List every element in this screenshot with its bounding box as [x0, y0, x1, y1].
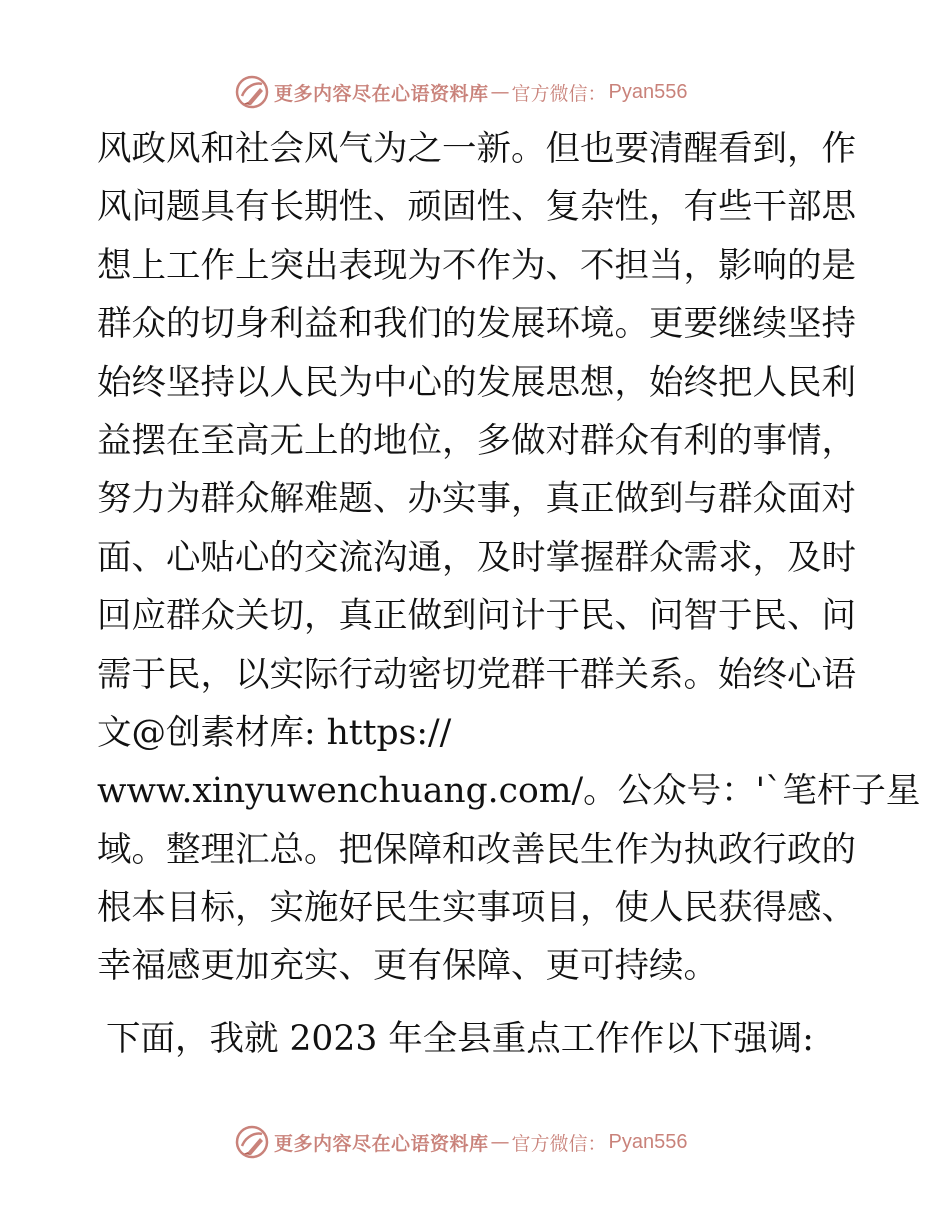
watermark-text: 更多内容尽在心语资料库: [274, 82, 489, 105]
watermark-wechat-id: Pyan556: [608, 1130, 688, 1153]
text-line: www.xinyuwenchuang.com/。公众号：'`笔杆子星: [97, 771, 921, 812]
watermark-text: 更多内容尽在心语资料库: [274, 1132, 489, 1155]
watermark-wechat-id: Pyan556: [608, 80, 688, 103]
body-paragraph: [97, 120, 921, 996]
text-line: 根本目标，实施好民生实事项目，使人民获得感、: [97, 888, 856, 929]
section-intro-heading: 下面，我就 2023 年全县重点工作作以下强调:: [106, 1019, 814, 1059]
watermark-separator: —: [490, 81, 510, 103]
pen-logo-icon: [234, 74, 270, 110]
watermark-wechat-label: 官方微信：: [511, 1132, 607, 1155]
text-line: 幸福感更加充实、更有保障、更可持续。: [97, 946, 718, 987]
text-line: 想上工作上突出表现为不作为、不担当，影响的是: [97, 245, 856, 286]
watermark-separator: —: [490, 1131, 510, 1153]
text-line: 域。整理汇总。把保障和改善民生作为执政行政的: [97, 829, 856, 870]
text-line: 回应群众关切，真正做到问计于民、问智于民、问: [97, 596, 856, 637]
watermark-wechat-label: 官方微信：: [511, 82, 607, 105]
footer-watermark: [234, 1122, 688, 1162]
text-line: 风问题具有长期性、顽固性、复杂性，有些干部思: [97, 187, 856, 228]
text-line: 群众的切身利益和我们的发展环境。更要继续坚持: [97, 304, 856, 345]
header-watermark: [234, 72, 688, 112]
text-line: 面、心贴心的交流沟通，及时掌握群众需求，及时: [97, 537, 856, 578]
text-line: 风政风和社会风气为之一新。但也要清醒看到，作: [97, 129, 856, 169]
text-line: 努力为群众解难题、办实事，真正做到与群众面对: [97, 479, 856, 520]
text-line: 文@创素材库: https://: [97, 712, 452, 753]
pen-logo-icon: [234, 1124, 270, 1160]
text-line: 需于民，以实际行动密切党群干群关系。始终心语: [97, 654, 856, 695]
text-line: 始终坚持以人民为中心的发展思想，始终把人民利: [97, 362, 856, 403]
text-line: 益摆在至高无上的地位，多做对群众有利的事情，: [97, 420, 856, 461]
